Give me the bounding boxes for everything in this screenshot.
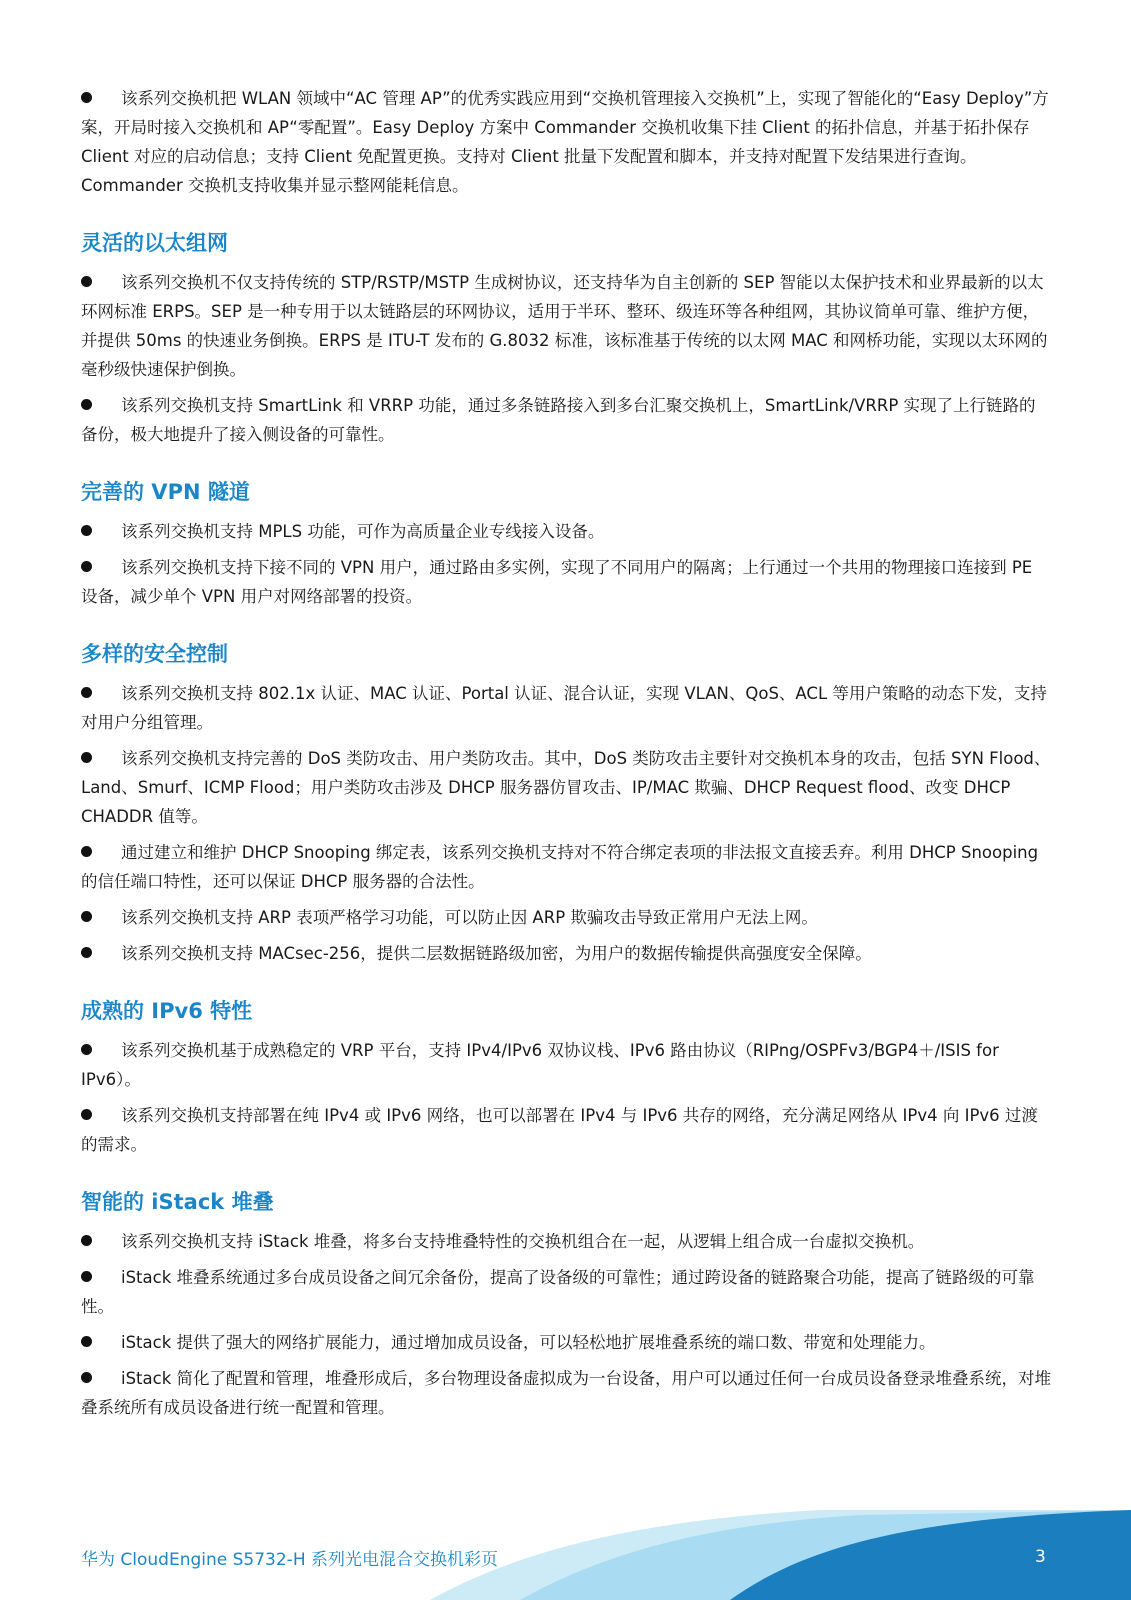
bullet-item (81, 553, 1051, 611)
bullet-dot-icon (81, 1235, 92, 1246)
bullet-text: 该系列交换机支持 ARP 表项严格学习功能，可以防止因 ARP 欺骗攻击导致正常用户无法上网。 (121, 908, 818, 927)
section-heading: 完善的 VPN 隧道 (81, 480, 250, 504)
bullet-item (81, 84, 1051, 200)
bullet-text: 通过建立和维护 DHCP Snooping 绑定表，该系列交换机支持对不符合绑定表项的非法报文直接丢弃。利用 DHCP Snooping 的信任端口特性，还可以保证 DHCP 服务器的合法性。 (81, 843, 1039, 891)
bullet-text: 该系列交换机不仅支持传统的 STP/RSTP/MSTP 生成树协议，还支持华为自主创新的 SEP 智能以太保护技术和业界最新的以太环网标准 ERPS。SEP 是一种专用于以太链路层的环网协议，适用于半环、整环、级连环等各种组网，其协议简单可靠、维护方便，并提供 50ms 的快速业务倒换。ERPS 是 ITU-T 发布的 G.8032 标准，该标准基于传统的以太网 MAC 和网桥功能，实现以太环网的毫秒级快速保护倒换。 (81, 273, 1048, 379)
bullet-text: 该系列交换机支持部署在纯 IPv4 或 IPv6 网络，也可以部署在 IPv4 与 IPv6 共存的网络，充分满足网络从 IPv4 向 IPv6 过渡的需求。 (81, 1106, 1038, 1154)
bullet-text: 该系列交换机把 WLAN 领域中“AC 管理 AP”的优秀实践应用到“交换机管理接入交换机”上，实现了智能化的“Easy Deploy”方案，开局时接入交换机和 AP“零配置”。Easy Deploy 方案中 Commander 交换机收集下挂 Client 的拓扑信息，并基于拓扑保存 Client 对应的启动信息；支持 Client 免配置更换。支持对 Client 批量下发配置和脚本，并支持对配置下发结果进行查询。Commander 交换机支持收集并显示整网能耗信息。 (81, 89, 1049, 195)
section-heading: 成熟的 IPv6 特性 (81, 999, 253, 1023)
bullet-item (81, 1328, 1051, 1357)
bullet-item (81, 1227, 1051, 1256)
bullet-text: 该系列交换机支持 802.1x 认证、MAC 认证、Portal 认证、混合认证，实现 VLAN、QoS、ACL 等用户策略的动态下发，支持对用户分组管理。 (81, 684, 1047, 732)
section-heading: 智能的 iStack 堆叠 (81, 1190, 274, 1214)
bullet-text: 该系列交换机支持 MPLS 功能，可作为高质量企业专线接入设备。 (121, 522, 605, 541)
bullet-dot-icon (81, 1372, 92, 1383)
bullet-item (81, 391, 1051, 449)
bullet-item (81, 744, 1051, 831)
bullet-text: 该系列交换机支持 MACsec-256，提供二层数据链路级加密，为用户的数据传输提供高强度安全保障。 (121, 944, 872, 963)
bullet-dot-icon (81, 752, 92, 763)
bullet-dot-icon (81, 846, 92, 857)
bullet-item (81, 1101, 1051, 1159)
bullet-dot-icon (81, 911, 92, 922)
section-heading: 灵活的以太组网 (81, 231, 228, 255)
document-body (81, 84, 1051, 1429)
bullet-text: 该系列交换机支持完善的 DoS 类防攻击、用户类防攻击。其中，DoS 类防攻击主要针对交换机本身的攻击，包括 SYN Flood、Land、Smurf、ICMP Flood；用户类防攻击涉及 DHCP 服务器仿冒攻击、IP/MAC 欺骗、DHCP Request flood、改变 DHCP CHADDR 值等。 (81, 749, 1051, 826)
bullet-item (81, 1263, 1051, 1321)
bullet-item (81, 1364, 1051, 1422)
bullet-dot-icon (81, 561, 92, 572)
bullet-item (81, 903, 1051, 932)
bullet-item (81, 517, 1051, 546)
bullet-dot-icon (81, 1044, 92, 1055)
bullet-text: 该系列交换机基于成熟稳定的 VRP 平台，支持 IPv4/IPv6 双协议栈、IPv6 路由协议（RIPng/OSPFv3/BGP4＋/ISIS for IPv6）。 (81, 1041, 999, 1089)
bullet-item (81, 939, 1051, 968)
bullet-dot-icon (81, 525, 92, 536)
page-number: 3 (1035, 1547, 1046, 1567)
bullet-dot-icon (81, 687, 92, 698)
section-heading: 多样的安全控制 (81, 642, 228, 666)
bullet-item (81, 838, 1051, 896)
bullet-item (81, 268, 1051, 384)
bullet-text: 该系列交换机支持下接不同的 VPN 用户，通过路由多实例，实现了不同用户的隔离；上行通过一个共用的物理接口连接到 PE 设备，减少单个 VPN 用户对网络部署的投资。 (81, 558, 1033, 606)
bullet-dot-icon (81, 399, 92, 410)
bullet-text: 该系列交换机支持 SmartLink 和 VRRP 功能，通过多条链路接入到多台汇聚交换机上，SmartLink/VRRP 实现了上行链路的备份，极大地提升了接入侧设备的可靠性。 (81, 396, 1036, 444)
bullet-text: iStack 简化了配置和管理，堆叠形成后，多台物理设备虚拟成为一台设备，用户可以通过任何一台成员设备登录堆叠系统，对堆叠系统所有成员设备进行统一配置和管理。 (81, 1369, 1052, 1417)
bullet-dot-icon (81, 1109, 92, 1120)
bullet-dot-icon (81, 1271, 92, 1282)
bullet-dot-icon (81, 1336, 92, 1347)
bullet-item (81, 1036, 1051, 1094)
bullet-dot-icon (81, 947, 92, 958)
footer-title: 华为 CloudEngine S5732-H 系列光电混合交换机彩页 (81, 1550, 499, 1570)
bullet-text: iStack 堆叠系统通过多台成员设备之间冗余备份，提高了设备级的可靠性；通过跨设备的链路聚合功能，提高了链路级的可靠性。 (81, 1268, 1035, 1316)
bullet-text: 该系列交换机支持 iStack 堆叠，将多台支持堆叠特性的交换机组合在一起，从逻辑上组合成一台虚拟交换机。 (121, 1232, 925, 1251)
bullet-dot-icon (81, 276, 92, 287)
bullet-item (81, 679, 1051, 737)
bullet-text: iStack 提供了强大的网络扩展能力，通过增加成员设备，可以轻松地扩展堆叠系统的端口数、带宽和处理能力。 (121, 1333, 936, 1352)
bullet-dot-icon (81, 92, 92, 103)
